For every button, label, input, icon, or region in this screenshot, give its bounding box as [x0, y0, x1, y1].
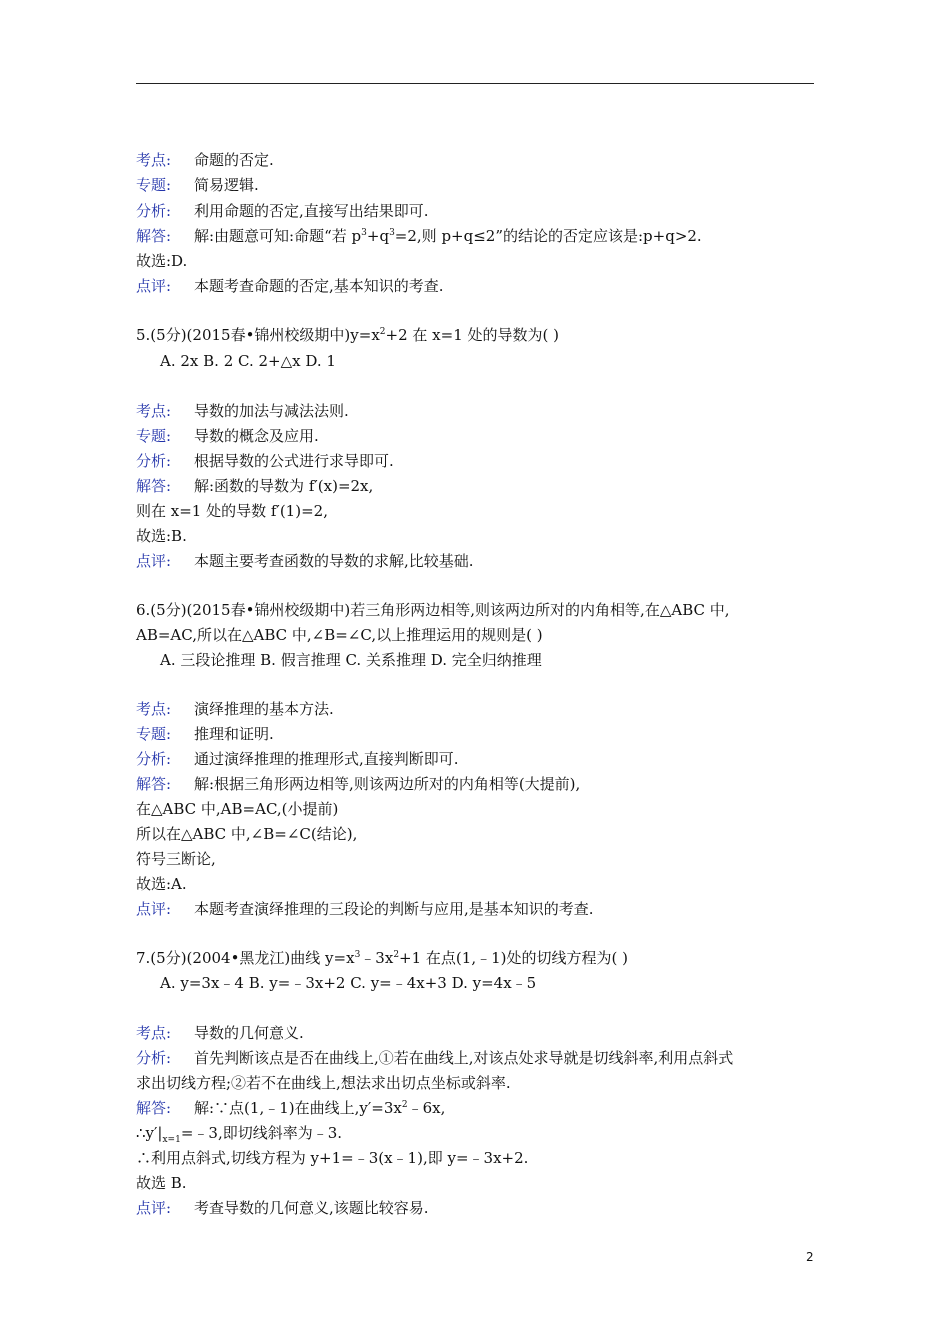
q5-stem: 5.(5分)(2015春•锦州校级期中)$y=x^2+2$ 在 x=1 处的导数为( ): [136, 326, 559, 344]
q7-dianping: 点评: 考查导数的几何意义,该题比较容易.: [136, 1199, 429, 1217]
q7-guxuan: 故选 B.: [136, 1174, 187, 1192]
q4-dianping: 点评: 本题考查命题的否定,基本知识的考查.: [136, 277, 444, 295]
q5-kaodian: 考点: 导数的加法与减法法则.: [136, 402, 349, 420]
q5-zhuanti: 专题: 导数的概念及应用.: [136, 427, 319, 445]
q6-jieda-line2: 在△ABC 中,AB=AC,(小提前): [136, 800, 339, 818]
q5-jieda-line2: 则在 x=1 处的导数 f′(1)=2,: [136, 502, 328, 520]
label-jieda: 解答:: [136, 227, 172, 245]
q6-guxuan: 故选:A.: [136, 875, 187, 893]
q6-zhuanti: 专题: 推理和证明.: [136, 725, 274, 743]
q5-options: A. 2x B. 2 C. 2+△x D. 1: [160, 352, 336, 370]
q4-zhuanti: 专题: 简易逻辑.: [136, 176, 259, 194]
q7-jieda: 解答: 解:∵点(1,﹣1)在曲线上$,y'=3x^2﹣6x$,: [136, 1099, 446, 1117]
q6-options: A. 三段论推理 B. 假言推理 C. 关系推理 D. 完全归纳推理: [160, 651, 542, 669]
q7-options: A. y=3x﹣4 B. y=﹣3x+2 C. y=﹣4x+3 D. y=4x﹣5: [160, 974, 537, 992]
label-dianping: 点评:: [136, 277, 172, 295]
q6-stem-line2: AB=AC,所以在△ABC 中,∠B=∠C,以上推理运用的规则是( ): [136, 626, 543, 644]
header-rule: [136, 83, 814, 84]
q7-jieda-line3: ∴利用点斜式,切线方程为 y+1=﹣3(x﹣1),即 y=﹣3x+2.: [136, 1149, 529, 1167]
q6-fenxi: 分析: 通过演绎推理的推理形式,直接判断即可.: [136, 750, 459, 768]
q6-jieda: 解答: 解:根据三角形两边相等,则该两边所对的内角相等(大提前),: [136, 775, 581, 793]
q7-kaodian: 考点: 导数的几何意义.: [136, 1024, 304, 1042]
q4-kaodian: 考点: 命题的否定.: [136, 151, 274, 169]
q5-dianping: 点评: 本题主要考查函数的导数的求解,比较基础.: [136, 552, 474, 570]
q7-stem: 7.(5分)(2004•黑龙江)曲线 $y=x^3﹣3x^2+1$ 在点(1,﹣1)处的切线方程为( ): [136, 949, 628, 967]
page-number: 2: [806, 1250, 814, 1264]
q7-fenxi-line2: 求出切线方程;②若不在曲线上,想法求出切点坐标或斜率.: [136, 1074, 511, 1092]
q4-guxuan: 故选:D.: [136, 252, 188, 270]
q6-stem-line1: 6.(5分)(2015春•锦州校级期中)若三角形两边相等,则该两边所对的内角相等,在△ABC 中,: [136, 601, 730, 619]
label-zhuanti: 专题:: [136, 176, 172, 194]
q6-jieda-line3: 所以在△ABC 中,∠B=∠C(结论),: [136, 825, 358, 843]
q7-fenxi: 分析: 首先判断该点是否在曲线上,①若在曲线上,对该点处求导就是切线斜率,利用点斜式: [136, 1049, 734, 1067]
q7-jieda-line2: $\therefore y'|_{x=1}=﹣3$,即切线斜率为﹣3.: [136, 1124, 343, 1145]
q6-jieda-line4: 符号三断论,: [136, 850, 216, 868]
q4-fenxi: 分析: 利用命题的否定,直接写出结果即可.: [136, 202, 429, 220]
label-fenxi: 分析:: [136, 202, 172, 220]
q6-dianping: 点评: 本题考查演绎推理的三段论的判断与应用,是基本知识的考查.: [136, 900, 594, 918]
q5-guxuan: 故选:B.: [136, 527, 187, 545]
q5-fenxi: 分析: 根据导数的公式进行求导即可.: [136, 452, 394, 470]
label-kaodian: 考点:: [136, 151, 172, 169]
q6-kaodian: 考点: 演绎推理的基本方法.: [136, 700, 334, 718]
q4-jieda: 解答: 解:由题意可知:命题“若 $p^3+q^3=2$,则 p+q≤2”的结论的否定应该是:p+q>2.: [136, 227, 702, 245]
q5-jieda: 解答: 解:函数的导数为 f′(x)=2x,: [136, 477, 374, 495]
